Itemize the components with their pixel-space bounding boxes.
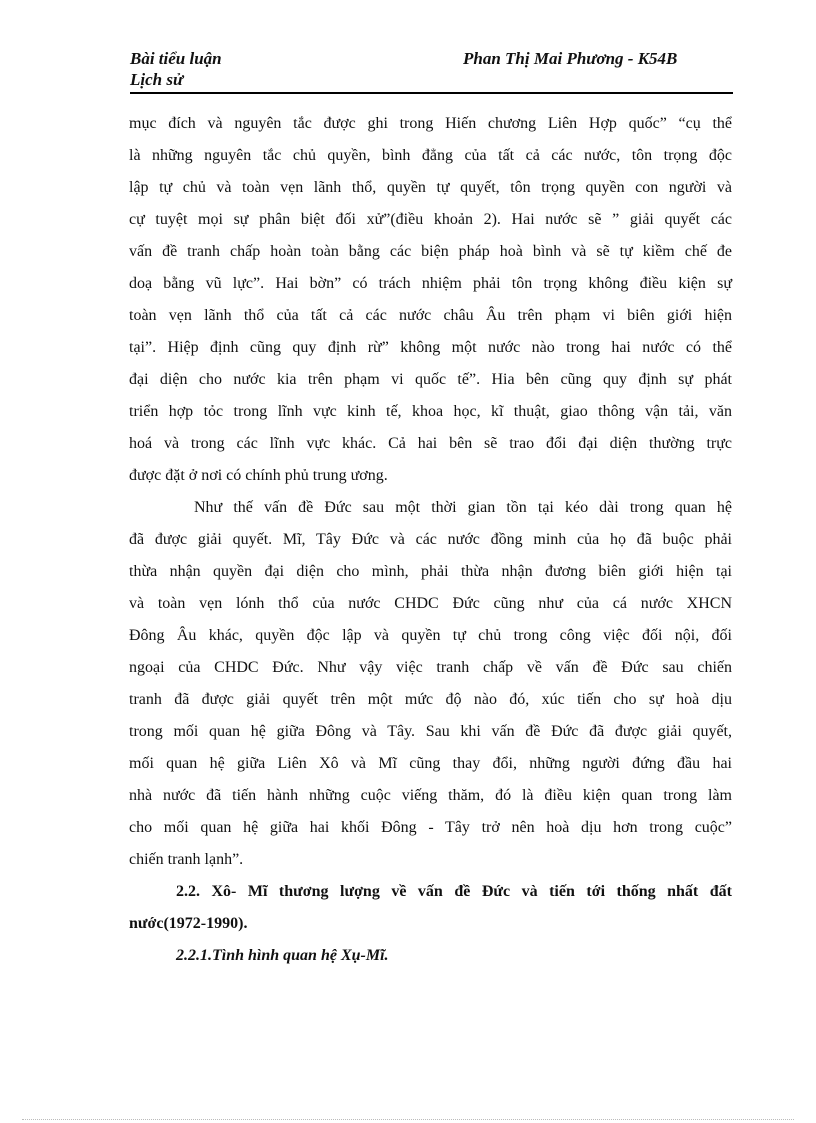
section-heading-2-2 xyxy=(129,876,732,940)
text-line: hoá và trong các lĩnh vực khác. Cả hai bên sẽ trao đổi đại diện thường trực xyxy=(129,435,732,452)
text-line: mục đích và nguyên tắc được ghi trong Hiến chương Liên Hợp quốc” “cụ thể xyxy=(129,115,732,132)
text-line: mối quan hệ giữa Liên Xô và Mĩ cũng thay đổi, những người đứng đầu hai xyxy=(129,755,732,772)
text-line: Đông Âu khác, quyền độc lập và quyền tự chủ trong công việc đối nội, đối xyxy=(129,627,732,644)
heading-line: nước(1972-1990). xyxy=(129,915,248,932)
text-line: là những nguyên tắc chủ quyền, bình đẳng của tất cả các nước, tôn trọng độc xyxy=(129,147,732,164)
header-subject-line1: Bài tiểu luận xyxy=(130,49,222,68)
text-line: ngoại của CHDC Đức. Như vậy việc tranh chấp về vấn đề Đức sau chiến xyxy=(129,659,732,676)
text-line: trong mối quan hệ giữa Đông và Tây. Sau khi vấn đề Đức đã được giải quyết, xyxy=(129,723,732,740)
text-line: triển hợp tỏc trong lĩnh vực kinh tế, khoa học, kĩ thuật, giao thông vận tải, văn xyxy=(129,403,732,420)
text-line: được đặt ở nơi có chính phủ trung ương. xyxy=(129,467,388,484)
text-line: vấn đề tranh chấp hoàn toàn bằng các biện pháp hoà bình và sẽ tự kiềm chế đe xyxy=(129,243,732,260)
paragraph-2 xyxy=(129,492,732,876)
header-author: Phan Thị Mai Phương - K54B xyxy=(463,49,678,68)
text-line: nhà nước đã tiến hành những cuộc viếng thăm, đó là điều kiện quan trong làm xyxy=(129,787,732,804)
page-header xyxy=(130,46,733,94)
text-line: tranh đã được giải quyết trên một mức độ nào đó, xúc tiến cho sự hoà dịu xyxy=(129,691,732,708)
header-subject-line2: Lịch sử xyxy=(130,70,184,89)
text-line: cho mối quan hệ giữa hai khối Đông - Tây trở nên hoà dịu hơn trong cuộc” xyxy=(129,819,732,836)
text-line: Như thế vấn đề Đức sau một thời gian tồn tại kéo dài trong quan hệ xyxy=(194,499,732,516)
text-line: chiến tranh lạnh”. xyxy=(129,851,244,868)
text-line: toàn vẹn lãnh thổ của tất cả các nước châu Âu trên phạm vi biên giới hiện xyxy=(129,307,732,324)
text-line: doạ bằng vũ lực”. Hai bờn” có trách nhiệm phải tôn trọng không điều kiện sự xyxy=(129,275,732,292)
page-bottom-border xyxy=(22,1119,794,1120)
header-left xyxy=(130,48,222,90)
text-line: đã được giải quyết. Mĩ, Tây Đức và các nước đồng minh của họ đã buộc phải xyxy=(129,531,732,548)
page-content xyxy=(129,108,732,972)
paragraph-1 xyxy=(129,108,732,492)
text-line: lập tự chủ và toàn vẹn lãnh thổ, quyền tự quyết, tôn trọng quyền con người và xyxy=(129,179,732,196)
heading-line: 2.2. Xô- Mĩ thương lượng về vấn đề Đức và tiến tới thống nhất đất xyxy=(176,883,732,900)
text-line: tại”. Hiệp định cũng quy định rừ” không một nước nào trong hai nước có thể xyxy=(129,339,732,356)
text-line: và toàn vẹn lónh thổ của nước CHDC Đức cũng như của cá nước XHCN xyxy=(129,595,732,612)
section-heading-2-2-1: 2.2.1.Tình hình quan hệ Xụ-Mĩ. xyxy=(176,947,389,964)
header-rule xyxy=(130,92,733,94)
text-line: đại diện cho nước kia trên phạm vi quốc tế”. Hia bên cũng quy định sự phát xyxy=(129,371,732,388)
text-line: thừa nhận quyền đại diện cho mình, phải thừa nhận đương biên giới hiện tại xyxy=(129,563,732,580)
text-line: cự tuyệt mọi sự phân biệt đối xử”(điều khoản 2). Hai nước sẽ ” giải quyết các xyxy=(129,211,732,228)
